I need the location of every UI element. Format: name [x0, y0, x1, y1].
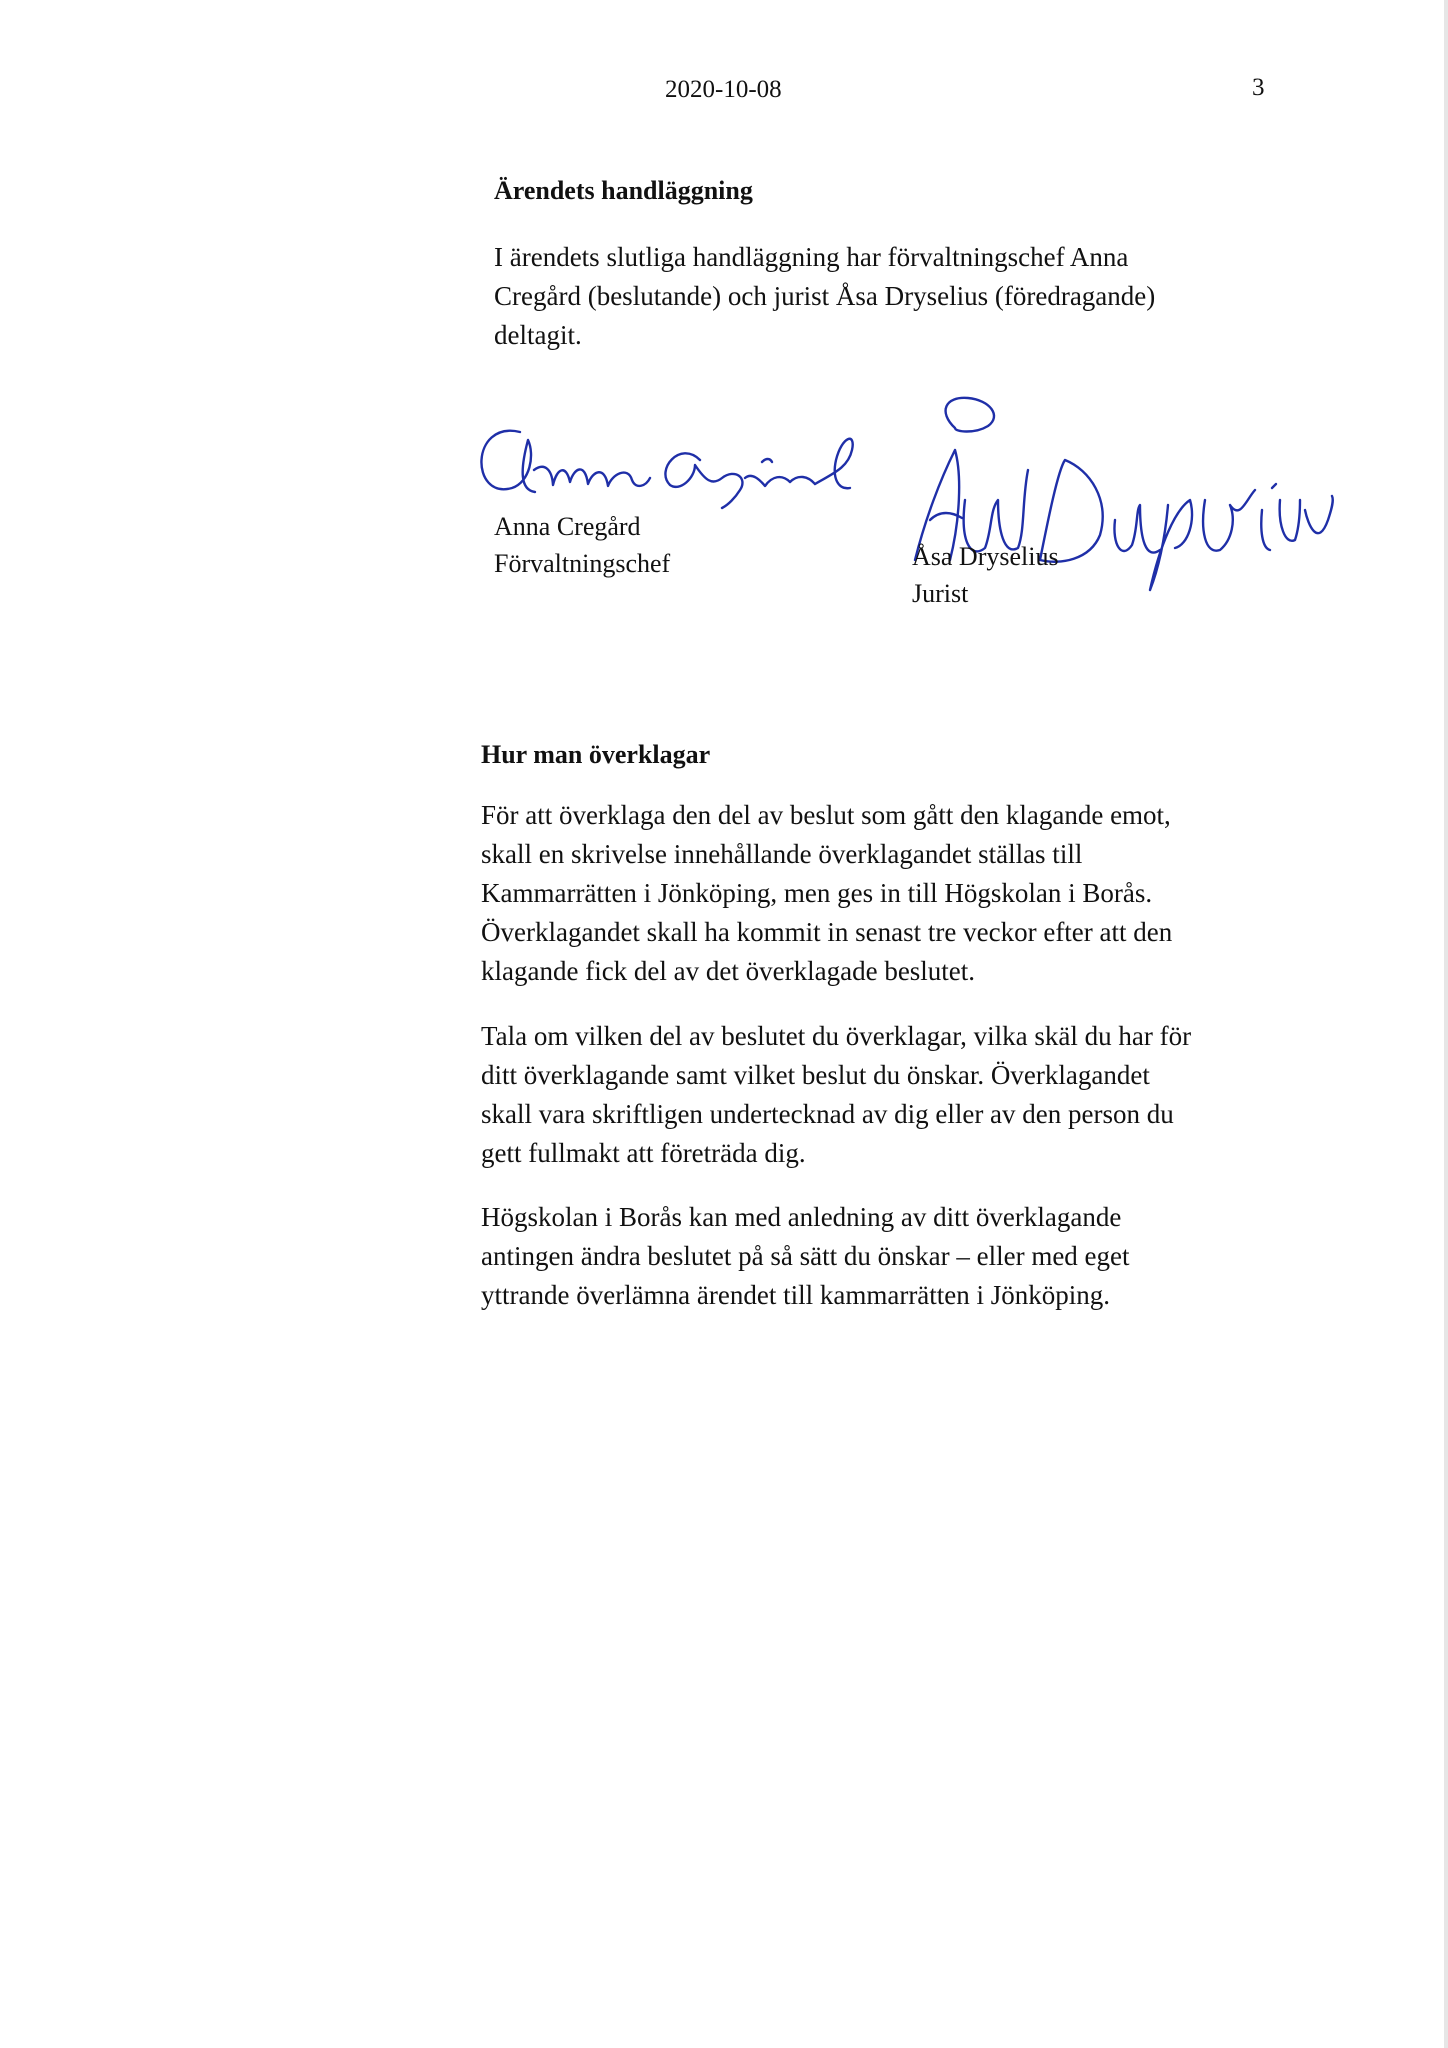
signatory-anna — [494, 508, 670, 582]
section-paragraph-handlaggning — [494, 238, 1254, 355]
appeal-paragraph-3 — [481, 1198, 1261, 1315]
paragraph-line: ditt överklagande samt vilket beslut du önskar. Överklagandet — [481, 1060, 1150, 1090]
paragraph-line: skall vara skriftligen undertecknad av dig eller av den person du — [481, 1099, 1174, 1129]
paragraph-line: Kammarrätten i Jönköping, men ges in till Högskolan i Borås. — [481, 878, 1153, 908]
paragraph-line: yttrande överlämna ärendet till kammarrätten i Jönköping. — [481, 1280, 1111, 1310]
appeal-paragraph-2 — [481, 1017, 1261, 1173]
paragraph-line: skall en skrivelse innehållande överklagandet ställas till — [481, 839, 1083, 869]
section-heading-overklagar: Hur man överklagar — [481, 740, 711, 769]
paragraph-line: För att överklaga den del av beslut som gått den klagande emot, — [481, 800, 1171, 830]
signatory-name: Åsa Dryselius — [912, 542, 1059, 571]
signatory-name: Anna Cregård — [494, 512, 641, 541]
paragraph-line: deltagit. — [494, 320, 582, 350]
paragraph-line: Tala om vilken del av beslutet du överklagar, vilka skäl du har för — [481, 1021, 1192, 1051]
paragraph-line: antingen ändra beslutet på så sätt du önskar – eller med eget — [481, 1241, 1130, 1271]
paragraph-line: Högskolan i Borås kan med anledning av ditt överklagande — [481, 1202, 1122, 1232]
signatory-title: Jurist — [912, 579, 969, 608]
paragraph-line: I ärendets slutliga handläggning har förvaltningschef Anna — [494, 242, 1129, 272]
paragraph-line: klagande fick del av det överklagade beslutet. — [481, 956, 976, 986]
paragraph-line: Cregård (beslutande) och jurist Åsa Dryselius (föredragande) — [494, 281, 1156, 311]
signatory-asa — [912, 538, 1059, 612]
page-number: 3 — [1252, 74, 1265, 101]
paragraph-line: gett fullmakt att företräda dig. — [481, 1138, 806, 1168]
section-heading-handlaggning: Ärendets handläggning — [494, 176, 753, 205]
appeal-paragraph-1 — [481, 796, 1261, 991]
signatory-title: Förvaltningschef — [494, 549, 671, 578]
document-date: 2020-10-08 — [665, 76, 782, 103]
scan-edge — [1444, 0, 1448, 2048]
signature-anna-cregard — [481, 431, 852, 508]
paragraph-line: Överklagandet skall ha kommit in senast tre veckor efter att den — [481, 917, 1173, 947]
